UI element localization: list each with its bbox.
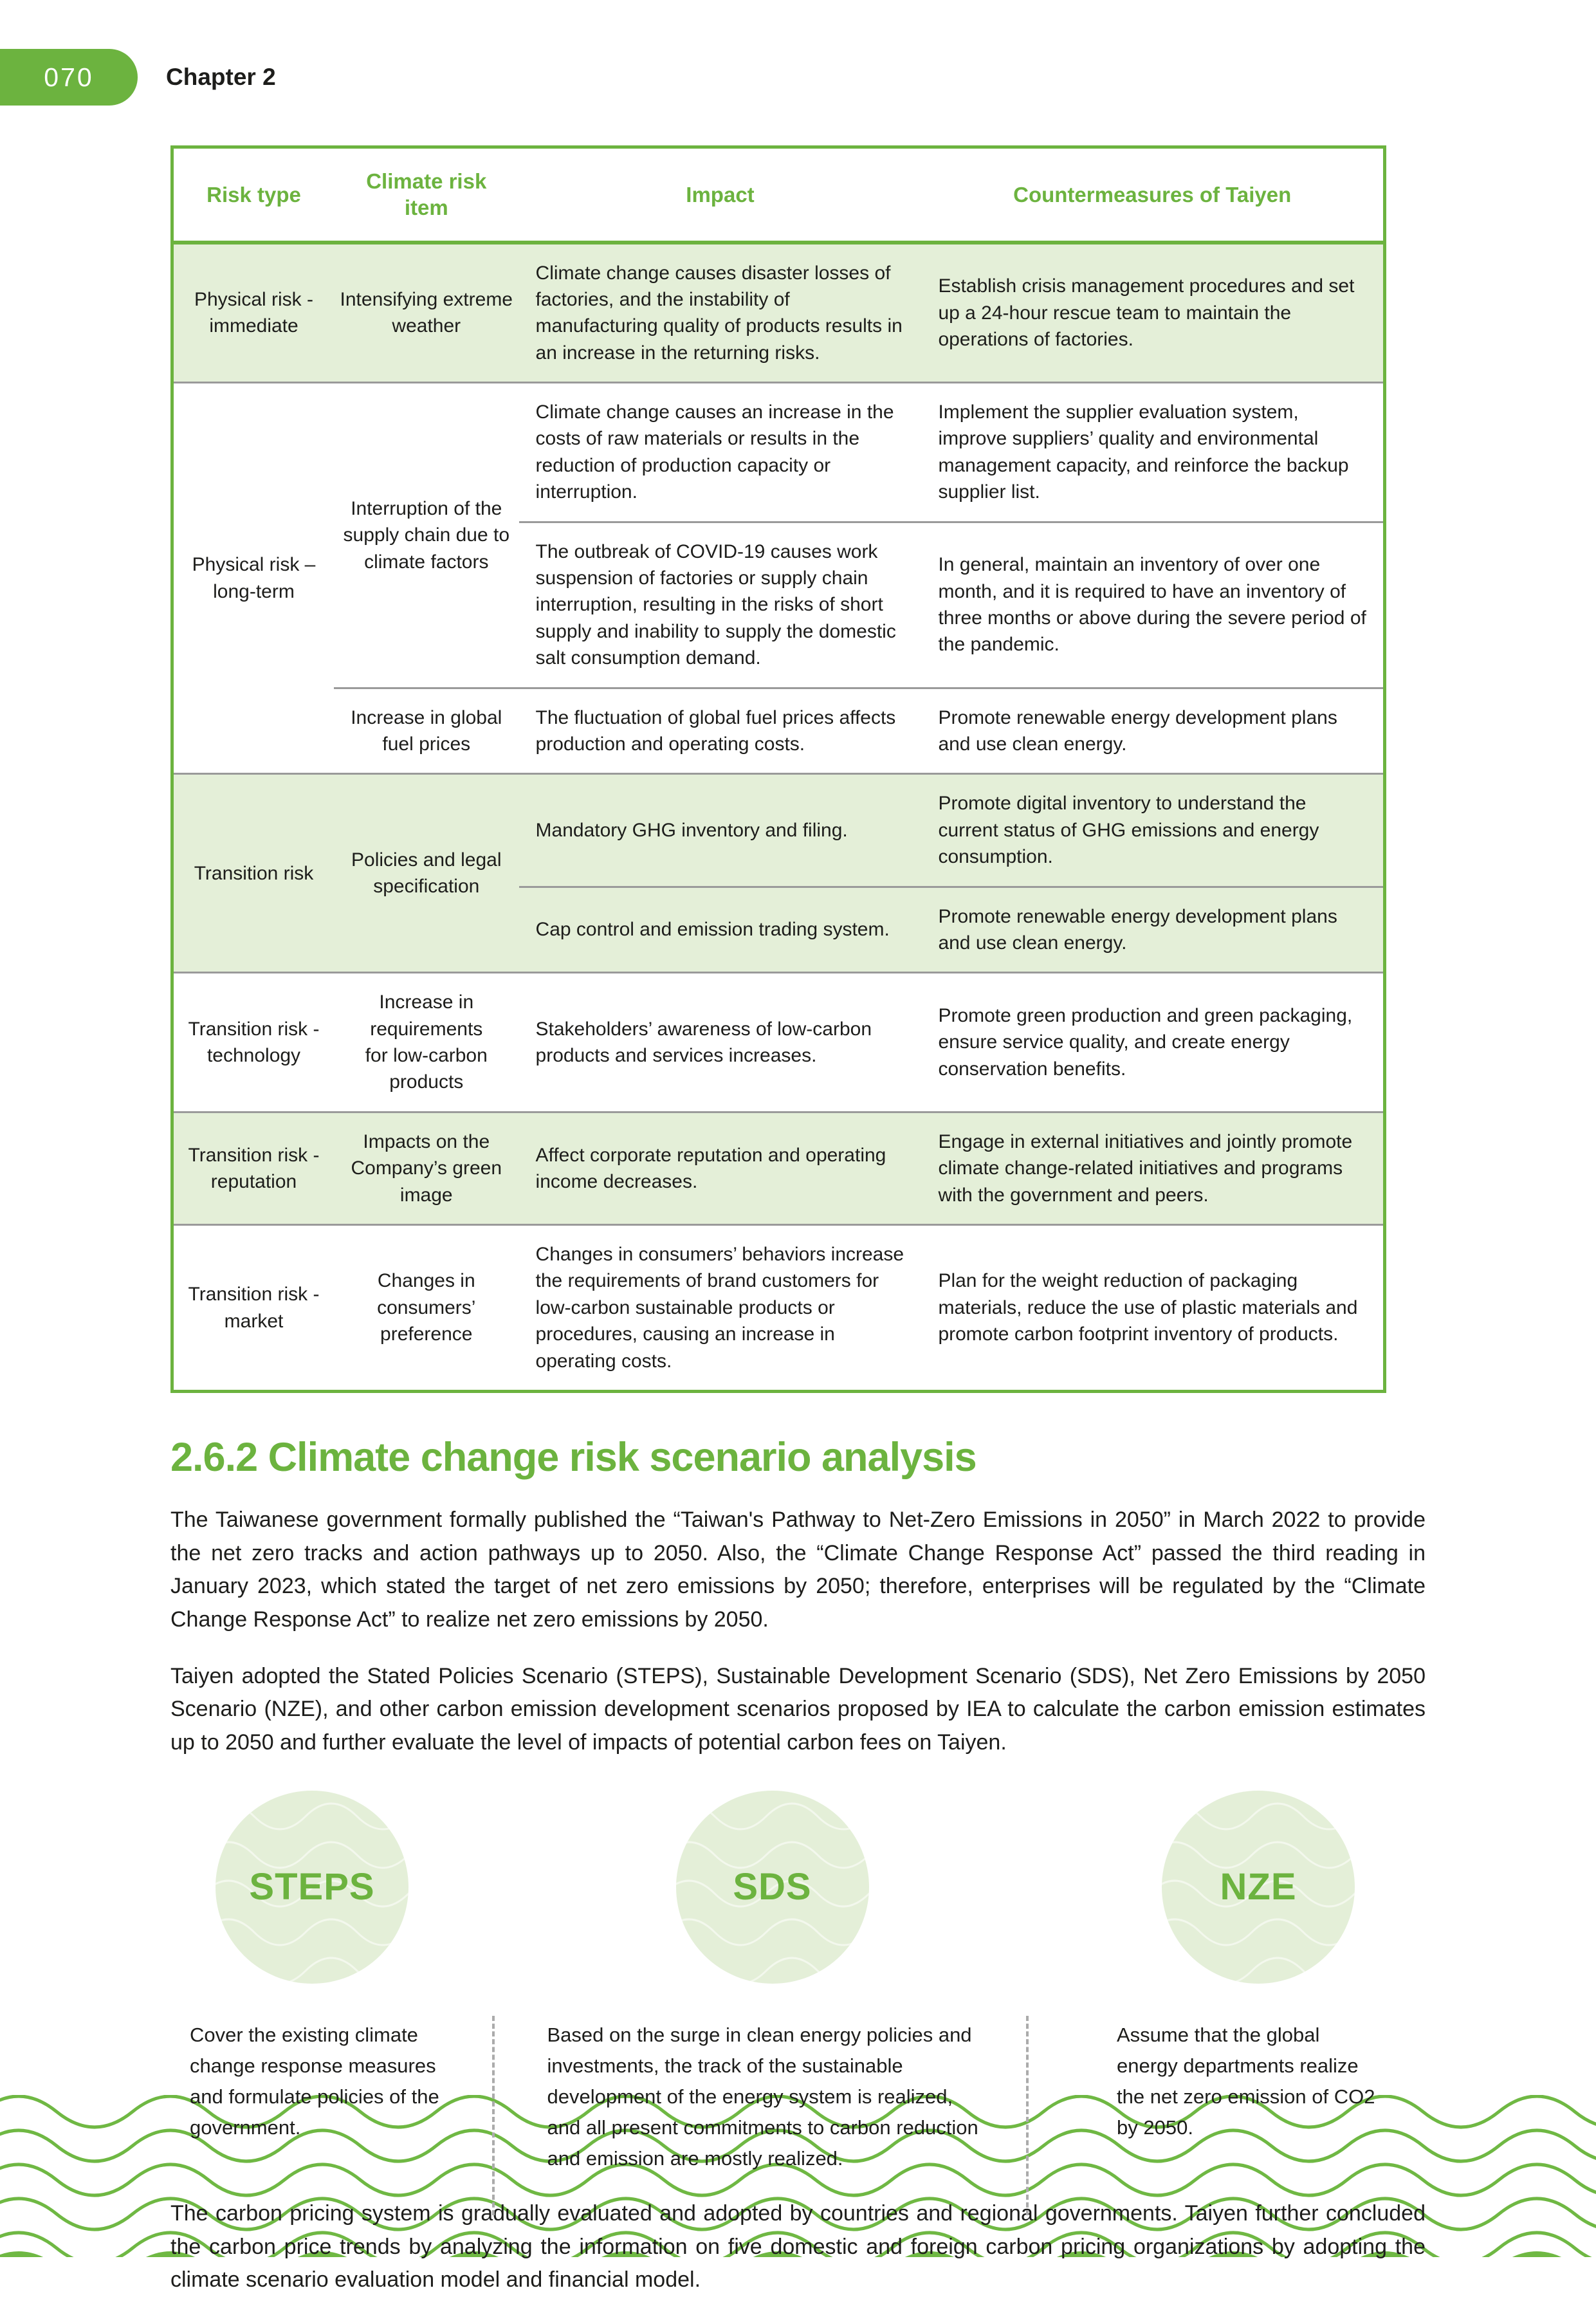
cell-countermeasure: Plan for the weight reduction of packaging materials, reduce the use of plastic materials and promote carbon footprint inventory of products.: [921, 1225, 1384, 1392]
cell-risk-item: [334, 973, 519, 1112]
table-row: [172, 243, 1385, 383]
cell-risk-type: Transition risk: [172, 774, 335, 973]
scenario-sds: [547, 1791, 998, 2174]
cell-risk-type: Transition risk - reputation: [172, 1112, 335, 1224]
cell-impact: Mandatory GHG inventory and filing.: [519, 774, 922, 887]
cell-impact: Changes in consumers’ behaviors increase the requirements of brand customers for low-carbon sustainable products or procedures, causing an increase in operating costs.: [519, 1225, 922, 1392]
table-row: [172, 774, 1385, 887]
cell-risk-item: Increase in global fuel prices: [334, 688, 519, 774]
cell-risk-item: Interruption of the supply chain due to climate factors: [334, 383, 519, 688]
table-row: [172, 1112, 1385, 1224]
page-number-badge: [0, 49, 138, 106]
scenario-circle-steps: [216, 1791, 408, 1984]
cell-countermeasure: Promote renewable energy development plans and use clean energy.: [921, 688, 1384, 774]
table-row: [172, 973, 1385, 1112]
cell-countermeasure: Engage in external initiatives and jointly promote climate change-related initiatives and programs with the government and peers.: [921, 1112, 1384, 1224]
cell-impact: Cap control and emission trading system.: [519, 887, 922, 973]
cell-impact: Climate change causes disaster losses of factories, and the instability of manufacturing quality of products results in an increase in the returning risks.: [519, 243, 922, 383]
chapter-label: Chapter 2: [166, 64, 276, 90]
cell-countermeasure: Establish crisis management procedures and set up a 24-hour rescue team to maintain the operations of factories.: [921, 243, 1384, 383]
cell-risk-item: Intensifying extreme weather: [334, 243, 519, 383]
cell-countermeasure: Promote green production and green packaging, ensure service quality, and create energy conservation benefits.: [921, 973, 1384, 1112]
page-number: 070: [44, 62, 94, 92]
table-row: [172, 688, 1385, 774]
cell-risk-type: Physical risk - immediate: [172, 243, 335, 383]
cell-risk-item: Policies and legal specification: [334, 774, 519, 973]
cell-countermeasure: Promote renewable energy development plans and use clean energy.: [921, 887, 1384, 973]
header-climate-risk-item: Climate risk item: [334, 147, 519, 243]
paragraph-carbon-pricing: The carbon pricing system is gradually evaluated and adopted by countries and regional governments. Taiyen further concluded the carbon price trends by analyzing the information on five domestic and foreign carbon pricing organizations by adopting the climate scenario evaluation model and financial model.: [170, 2200, 1426, 2292]
cell-impact: Stakeholders’ awareness of low-carbon products and services increases.: [519, 973, 922, 1112]
page-content: [170, 145, 1426, 2297]
dashed-divider: [1026, 2016, 1029, 2215]
header-risk-type: Risk type: [172, 147, 335, 243]
scenario-comparison: [170, 1791, 1426, 2174]
scenario-label-sds: SDS: [733, 1866, 812, 1908]
scenario-circle-sds: [676, 1791, 869, 1984]
cell-countermeasure: Promote digital inventory to understand the current status of GHG emissions and energy consumption.: [921, 774, 1384, 887]
paragraph-net-zero-policy: The Taiwanese government formally published the “Taiwan's Pathway to Net-Zero Emissions in 2050” in March 2022 to provide the net zero tracks and action pathways up to 2050. Also, the “Climate Change Response Act” passed the third reading in January 2023, which stated the target of net zero emissions by 2050; therefore, enterprises will be regulated by the “Climate Change Response Act” to realize net zero emissions by 2050.: [170, 1508, 1426, 1632]
cell-countermeasure: Implement the supplier evaluation system, improve suppliers’ quality and environmental management capacity, and reinforce the backup supplier list.: [921, 383, 1384, 522]
dashed-divider: [492, 2016, 495, 2215]
cell-risk-type: Transition risk - market: [172, 1225, 335, 1392]
section-heading: 2.6.2 Climate change risk scenario analysis: [170, 1435, 977, 1480]
cell-impact: The fluctuation of global fuel prices affects production and operating costs.: [519, 688, 922, 774]
climate-risk-table: [170, 145, 1386, 1393]
cell-impact: The outbreak of COVID-19 causes work suspension of factories or supply chain interruption, resulting in the risks of short supply and inability to supply the domestic salt consumption demand.: [519, 522, 922, 688]
scenario-description-nze: Assume that the global energy departments realize the net zero emission of CO2 by 2050.: [1117, 2023, 1375, 2139]
scenario-circle-nze: [1162, 1791, 1355, 1984]
cell-countermeasure: In general, maintain an inventory of over one month, and it is required to have an inventory of three months or above during the severe period of the pandemic.: [921, 522, 1384, 688]
paragraph-scenarios-adopted: Taiyen adopted the Stated Policies Scenario (STEPS), Sustainable Development Scenario (SDS), Net Zero Emissions by 2050 Scenario (NZE), and other carbon emission development scenarios proposed by IEA to calculate the carbon emission estimates up to 2050 and further evaluate the level of impacts of potential carbon fees on Taiyen.: [170, 1663, 1426, 1755]
scenario-nze: [1091, 1791, 1426, 2174]
cell-risk-item: Changes in consumers’ preference: [334, 1225, 519, 1392]
scenario-description-sds: Based on the surge in clean energy policies and investments, the track of the sustainable development of the energy system is realized, and all present commitments to carbon reduction and emission are mostly realized.: [547, 2023, 978, 2170]
cell-impact: Affect corporate reputation and operating income decreases.: [519, 1112, 922, 1224]
cell-risk-type: Transition risk - technology: [172, 973, 335, 1112]
scenario-steps: [170, 1791, 454, 2174]
table-row: [172, 383, 1385, 522]
table-header-row: [172, 147, 1385, 243]
scenario-label-nze: NZE: [1220, 1866, 1297, 1908]
cell-impact: Climate change causes an increase in the costs of raw materials or results in the reduction of production capacity or interruption.: [519, 383, 922, 522]
scenario-description-steps: Cover the existing climate change response measures and formulate policies of the government.: [190, 2023, 439, 2139]
cell-risk-item: Impacts on the Company’s green image: [334, 1112, 519, 1224]
header-countermeasures: Countermeasures of Taiyen: [921, 147, 1384, 243]
table-row: [172, 1225, 1385, 1392]
header-impact: Impact: [519, 147, 922, 243]
scenario-label-steps: STEPS: [249, 1866, 375, 1908]
page-header: [0, 49, 276, 106]
cell-risk-item-text: Increase in requirements for low-carbon products: [365, 992, 488, 1093]
cell-risk-type: Physical risk – long-term: [172, 383, 335, 774]
